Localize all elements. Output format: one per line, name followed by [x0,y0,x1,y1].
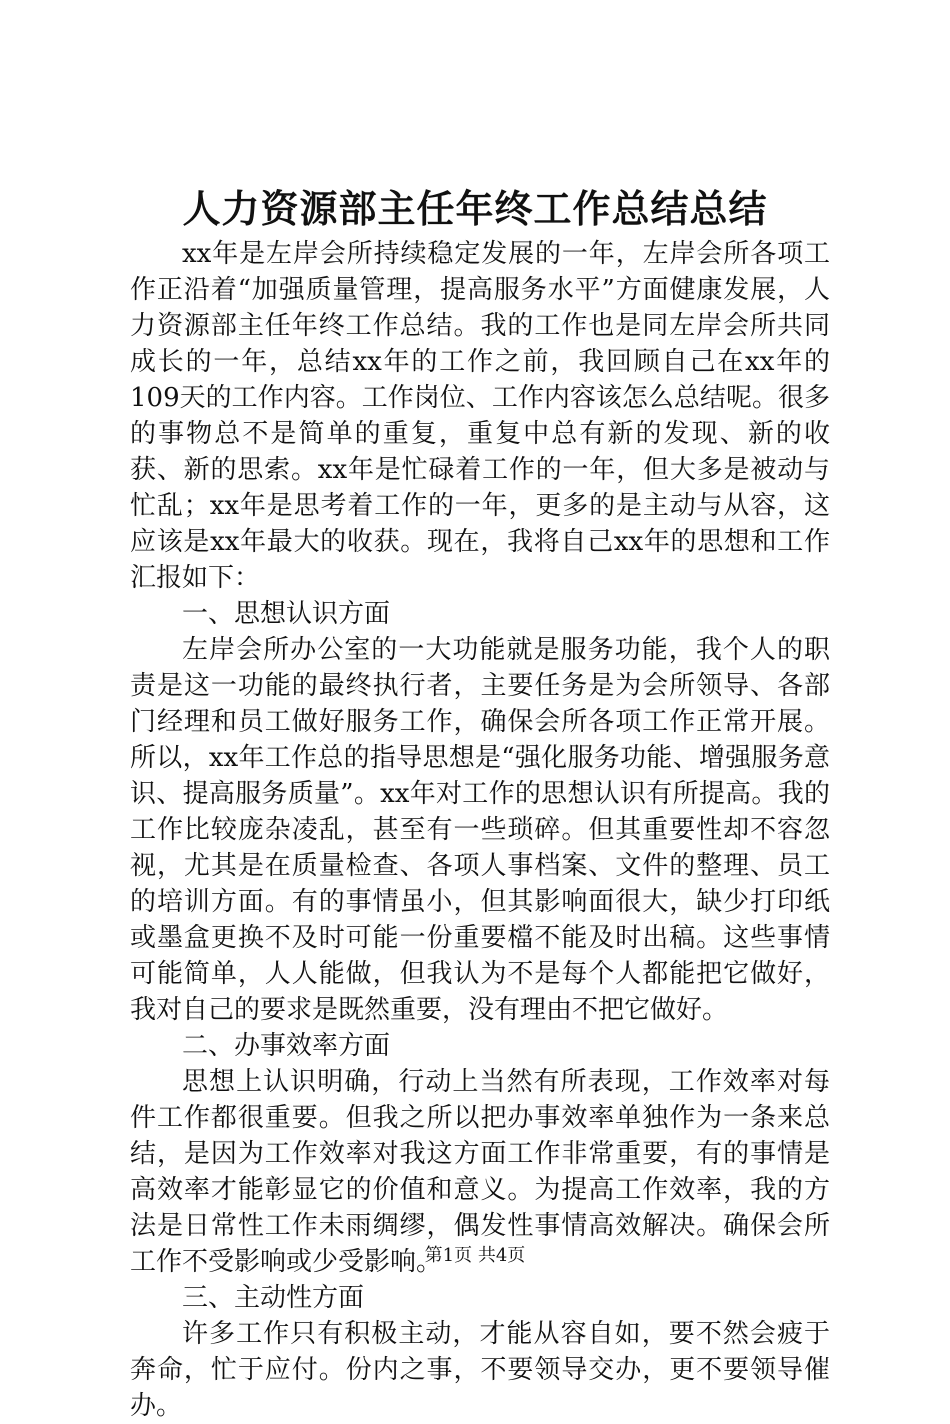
section-heading-2: 二、办事效率方面 [182,1031,391,1061]
section-heading-1: 一、思想认识方面 [182,599,391,629]
paragraph-section-3: 许多工作只有积极主动，才能从容自如，要不然会疲于奔命，忙于应付。份内之事，不要领导交办，更不要领导催办。 [130,1319,830,1421]
paragraph-section-1: 左岸会所办公室的一大功能就是服务功能，我个人的职责是这一功能的最终执行者，主要任务是为会所领导、各部门经理和员工做好服务工作，确保会所各项工作正常开展。所以，xx年工作总的指导思想是“强化服务功能、增强服务意识、提高服务质量”。xx年对工作的思想认识有所提高。我的工作比较庞杂凌乱，甚至有一些琐碎。但其重要性却不容忽视，尤其是在质量检查、各项人事档案、文件的整理、员工的培训方面。有的事情虽小，但其影响面很大，缺少打印纸或墨盒更换不及时可能一份重要檔不能及时出稿。这些事情可能简单，人人能做，但我认为不是每个人都能把它做好，我对自己的要求是既然重要，没有理由不把它做好。 [130,635,830,1025]
paragraph-section-2: 思想上认识明确，行动上当然有所表现，工作效率对每件工作都很重要。但我之所以把办事效率单独作为一条来总结，是因为工作效率对我这方面工作非常重要，有的事情是高效率才能彰显它的价值和意义。为提高工作效率，我的方法是日常性工作未雨绸缪，偶发性事情高效解决。确保会所工作不受影响或少受影响。 [130,1067,830,1277]
section-heading-3: 三、主动性方面 [182,1283,365,1313]
paragraph-intro: xx年是左岸会所持续稳定发展的一年，左岸会所各项工作正沿着“加强质量管理，提高服务水平”方面健康发展，人力资源部主任年终工作总结。我的工作也是同左岸会所共同成长的一年，总结xx年的工作之前，我回顾自己在xx年的109天的工作内容。工作岗位、工作内容该怎么总结呢。很多的事物总不是简单的重复，重复中总有新的发现、新的收获、新的思索。xx年是忙碌着工作的一年，但大多是被动与忙乱；xx年是思考着工作的一年，更多的是主动与从容，这应该是xx年最大的收获。现在，我将自己xx年的思想和工作汇报如下： [130,239,830,593]
page-number-footer: 第1页 共4页 [424,1245,526,1266]
document-title: 人力资源部主任年终工作总结总结 [182,186,768,231]
